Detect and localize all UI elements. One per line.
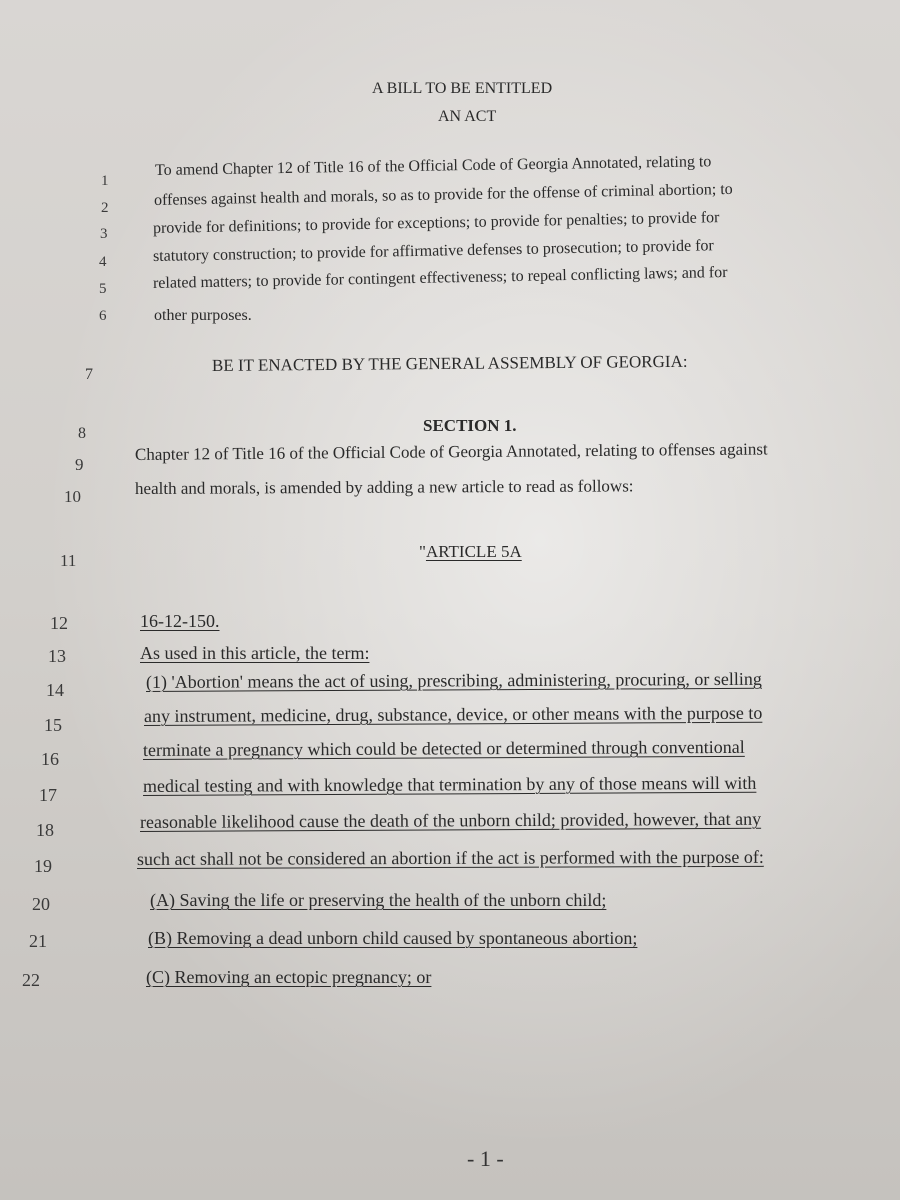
line-number: 8 [78,425,86,442]
line-number: 11 [60,551,77,570]
line-number: 12 [50,613,68,633]
line-number: 19 [34,856,52,876]
line-number: 5 [99,281,107,297]
bill-heading: A BILL TO BE ENTITLED [372,80,553,97]
line-number: 20 [32,894,50,914]
code-line: such act shall not be considered an abortion if the act is performed with the purpose of: [136,846,764,869]
line-number: 9 [75,455,84,474]
line-number: 21 [29,931,47,951]
line-number: 18 [36,820,54,840]
code-line: terminate a pregnancy which could be detected or determined through conventional [142,736,745,760]
line-number: 22 [22,970,40,990]
caption-line: offenses against health and morals, so as to provide for the offense of criminal abortion; to [153,180,733,209]
line-number: 6 [99,308,107,324]
code-line: (C) Removing an ectopic pregnancy; or [146,967,432,987]
line-number: 3 [100,226,108,242]
article-title: ARTICLE 5A [425,542,522,561]
code-line: any instrument, medicine, drug, substance, device, or other means with the purpose to [143,702,763,726]
section-body-line: Chapter 12 of Title 16 of the Official Code of Georgia Annotated, relating to offenses against [134,439,768,464]
caption-line: related matters; to provide for contingent effectiveness; to repeal conflicting laws; and for [152,263,728,292]
line-number: 7 [85,366,93,383]
code-line: (A) Saving the life or preserving the health of the unborn child; [150,890,607,910]
caption-line: provide for definitions; to provide for exceptions; to provide for penalties; to provide for [152,209,720,237]
enacting-clause: BE IT ENACTED BY THE GENERAL ASSEMBLY OF GEORGIA: [211,351,688,375]
code-line: reasonable likelihood cause the death of the unborn child; provided, however, that any [139,808,762,832]
section-heading: SECTION 1. [423,416,517,435]
code-line: medical testing and with knowledge that termination by any of those means will with [142,772,757,796]
line-number: 15 [44,715,62,735]
section-body-line: health and morals, is amended by adding a new article to read as follows: [134,476,634,498]
line-number: 10 [64,487,81,506]
page-number: - 1 - [467,1146,504,1171]
line-number: 14 [46,680,64,700]
caption-line: other purposes. [154,307,252,324]
line-number: 17 [39,785,57,805]
code-line: As used in this article, the term: [140,643,370,663]
code-line: (1) 'Abortion' means the act of using, prescribing, administering, procuring, or selling [145,668,762,692]
line-number: 4 [99,254,107,270]
code-line: (B) Removing a dead unborn child caused by spontaneous abortion; [148,928,638,948]
caption-line: To amend Chapter 12 of Title 16 of the Official Code of Georgia Annotated, relating to [154,153,712,179]
line-number: 13 [48,646,66,666]
caption-line: statutory construction; to provide for affirmative defenses to prosecution; to provide for [152,237,714,265]
code-section-number: 16-12-150. [140,611,220,631]
opening-quote: " [419,542,426,561]
line-number: 1 [101,173,109,189]
line-number: 16 [41,749,59,769]
article-heading [419,542,522,562]
act-heading: AN ACT [438,108,497,125]
line-number: 2 [101,200,109,216]
